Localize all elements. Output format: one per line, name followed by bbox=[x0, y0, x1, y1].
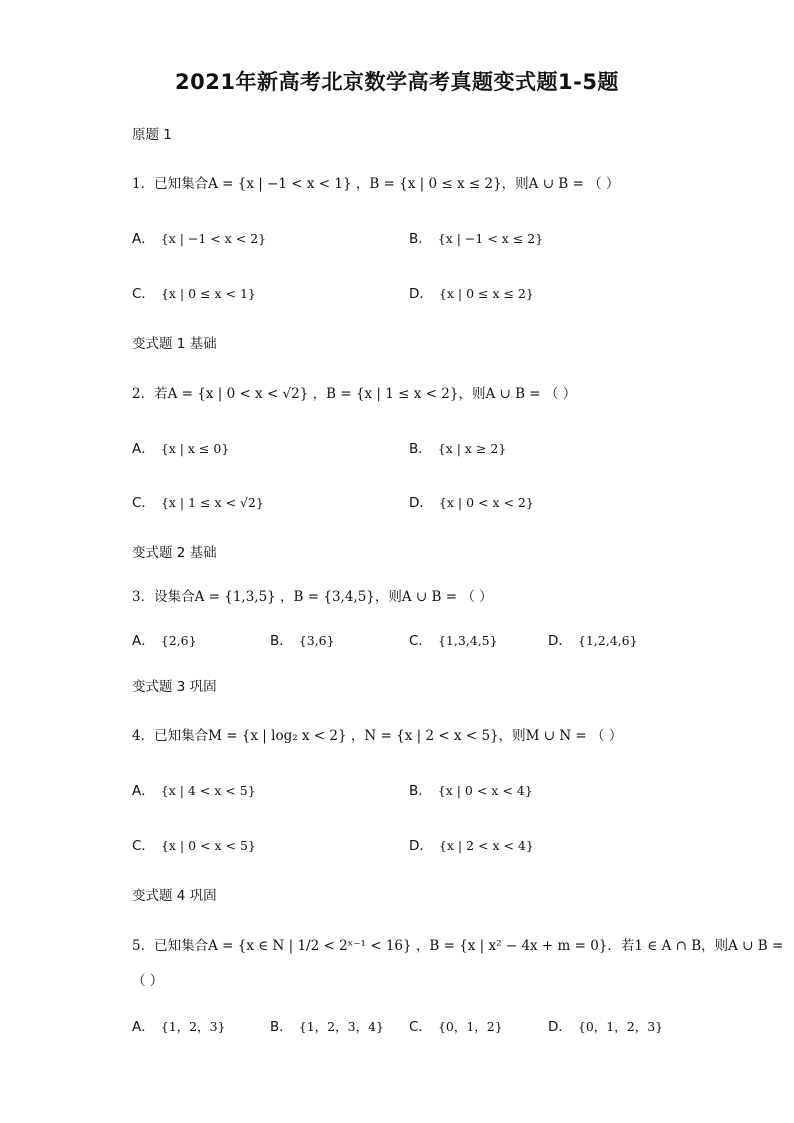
option-label: B． bbox=[270, 1019, 293, 1035]
option-label: B． bbox=[409, 441, 432, 457]
option-b bbox=[409, 779, 533, 799]
option-value: {x | 0 < x < 5} bbox=[160, 838, 256, 853]
question-stem-continuation: （ ） bbox=[132, 973, 164, 989]
option-value: {x | 0 < x < 4} bbox=[437, 783, 533, 798]
option-d bbox=[409, 282, 534, 302]
section-heading: 变式题 2 基础 bbox=[132, 545, 217, 561]
question-stem: 1．已知集合A = {x | −1 < x < 1} ，B = {x | 0 ≤ x ≤ 2}，则A ∪ B = （ ） bbox=[132, 176, 620, 192]
option-value: {x | −1 < x < 2} bbox=[160, 231, 267, 246]
option-value: {x | 2 < x < 4} bbox=[438, 838, 534, 853]
section-heading: 原题 1 bbox=[132, 127, 172, 143]
option-value: {0，1，2，3} bbox=[577, 1019, 664, 1034]
option-c bbox=[409, 629, 498, 649]
option-label: A． bbox=[132, 441, 155, 457]
option-label: C． bbox=[132, 495, 155, 511]
option-a bbox=[132, 227, 266, 247]
option-label: B． bbox=[409, 783, 432, 799]
option-d bbox=[409, 834, 534, 854]
question-stem: 4．已知集合M = {x | log₂ x < 2} ，N = {x | 2 < x < 5}，则M ∪ N = （ ） bbox=[132, 728, 623, 744]
option-label: D． bbox=[409, 286, 433, 302]
option-value: {1,3,4,5} bbox=[437, 633, 498, 648]
option-label: A． bbox=[132, 231, 155, 247]
option-label: D． bbox=[409, 495, 433, 511]
option-a bbox=[132, 437, 229, 457]
option-c bbox=[132, 834, 256, 854]
option-c bbox=[132, 282, 256, 302]
option-value: {x | 1 ≤ x < √2} bbox=[160, 495, 264, 510]
option-b bbox=[409, 437, 506, 457]
option-value: {x | x ≤ 0} bbox=[160, 441, 230, 456]
option-value: {x | 0 < x < 2} bbox=[438, 495, 534, 510]
option-value: {x | 0 ≤ x ≤ 2} bbox=[438, 286, 534, 301]
option-value: {3,6} bbox=[298, 633, 335, 648]
option-c bbox=[132, 491, 264, 511]
option-value: {0，1，2} bbox=[437, 1019, 503, 1034]
option-a bbox=[132, 629, 197, 649]
option-value: {x | 0 ≤ x < 1} bbox=[160, 286, 256, 301]
option-value: {x | x ≥ 2} bbox=[437, 441, 507, 456]
option-label: A． bbox=[132, 783, 155, 799]
option-label: D． bbox=[548, 633, 572, 649]
section-heading: 变式题 4 巩固 bbox=[132, 888, 217, 904]
option-d bbox=[548, 629, 638, 649]
option-label: B． bbox=[409, 231, 432, 247]
option-label: A． bbox=[132, 633, 155, 649]
option-label: D． bbox=[548, 1019, 572, 1035]
option-value: {1,2,4,6} bbox=[577, 633, 638, 648]
option-a bbox=[132, 1015, 226, 1035]
option-value: {2,6} bbox=[160, 633, 197, 648]
option-label: C． bbox=[132, 838, 155, 854]
option-a bbox=[132, 779, 256, 799]
option-value: {x | 4 < x < 5} bbox=[160, 783, 256, 798]
option-d bbox=[548, 1015, 663, 1035]
option-label: A． bbox=[132, 1019, 155, 1035]
option-b bbox=[270, 1015, 384, 1035]
option-value: {1，2，3} bbox=[160, 1019, 226, 1034]
option-c bbox=[409, 1015, 503, 1035]
option-label: C． bbox=[132, 286, 155, 302]
page-title: 2021年新高考北京数学高考真题变式题1-5题 bbox=[175, 70, 619, 94]
question-stem: 2．若A = {x | 0 < x < √2} ，B = {x | 1 ≤ x < 2}，则A ∪ B = （ ） bbox=[132, 386, 577, 402]
section-heading: 变式题 3 巩固 bbox=[132, 679, 217, 695]
section-heading: 变式题 1 基础 bbox=[132, 336, 217, 352]
option-b bbox=[270, 629, 335, 649]
question-stem: 5．已知集合A = {x ∈ N | 1/2 < 2ˣ⁻¹ < 16} ，B = {x | x² − 4x + m = 0}．若1 ∈ A ∩ B，则A ∪ B = bbox=[132, 938, 784, 954]
option-label: B． bbox=[270, 633, 293, 649]
option-label: C． bbox=[409, 1019, 432, 1035]
option-label: C． bbox=[409, 633, 432, 649]
option-value: {x | −1 < x ≤ 2} bbox=[437, 231, 544, 246]
option-b bbox=[409, 227, 543, 247]
option-d bbox=[409, 491, 534, 511]
option-value: {1，2，3，4} bbox=[298, 1019, 384, 1034]
option-label: D． bbox=[409, 838, 433, 854]
question-stem: 3．设集合A = {1,3,5} ，B = {3,4,5}，则A ∪ B = （ ） bbox=[132, 589, 493, 605]
